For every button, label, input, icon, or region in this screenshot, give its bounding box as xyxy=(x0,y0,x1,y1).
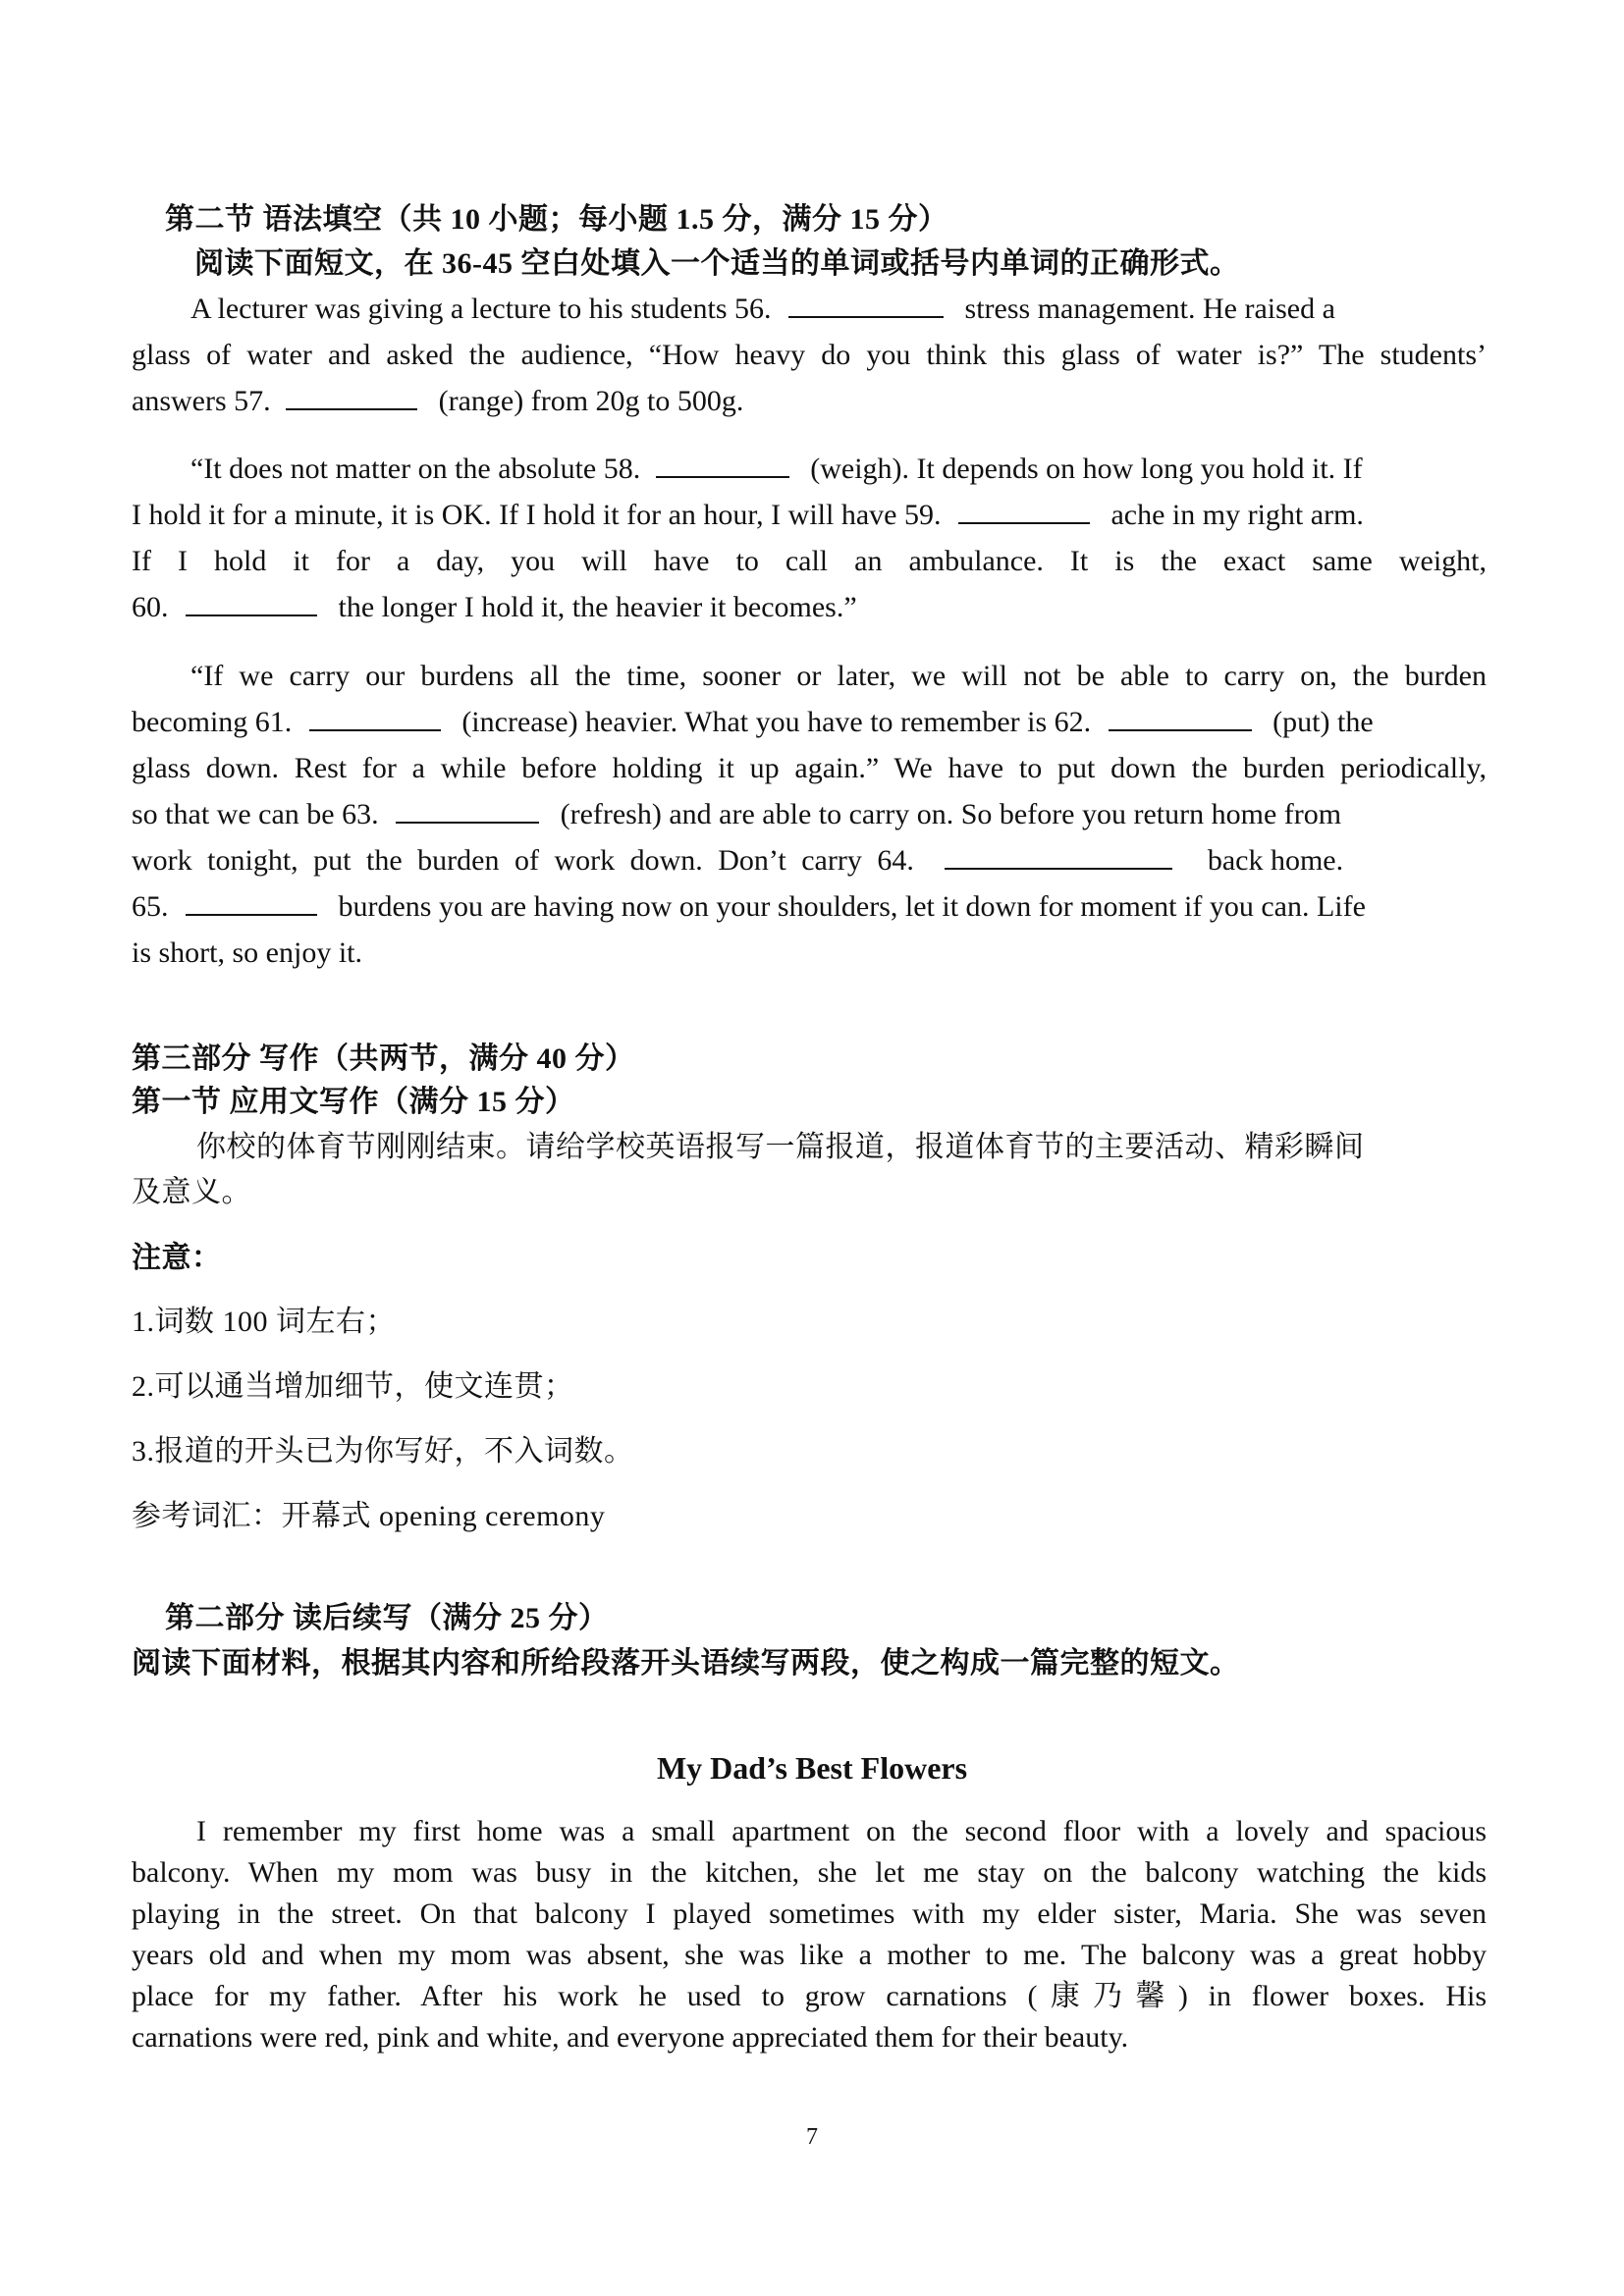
text-line: glass of water and asked the audience, “How heavy do you think this glass of water is?” The students’ xyxy=(132,339,1487,371)
text-line xyxy=(132,383,743,420)
text-line xyxy=(132,842,1343,880)
story-line: carnations were red, pink and white, and everyone appreciated them for their beauty. xyxy=(132,2021,1129,2054)
text-segment: answers 57. xyxy=(132,385,271,417)
text-segment: “It does not matter on the absolute 58. xyxy=(190,453,641,485)
text-line xyxy=(132,497,1364,534)
notes-label: 注意： xyxy=(132,1242,222,1274)
story-line: I remember my first home was a small apartment on the second floor with a lovely and spacious xyxy=(196,1815,1487,1847)
story-line: playing in the street. On that balcony I played sometimes with my elder sister, Maria. She was seven xyxy=(132,1897,1487,1930)
answer-blank[interactable] xyxy=(286,383,417,410)
text-segment: (weigh). It depends on how long you hold it. If xyxy=(810,453,1363,485)
story-line: years old and when my mom was absent, she was like a mother to me. The balcony was a great hobby xyxy=(132,1939,1487,1971)
text-segment: 65. xyxy=(132,890,169,923)
text-segment: burdens you are having now on your shoulders, let it down for moment if you can. Life xyxy=(338,890,1366,923)
part-heading: 第三部分 写作（共两节，满分 40 分） xyxy=(132,1042,635,1075)
text-segment: work tonight, put the burden of work down. Don’t carry 64. xyxy=(132,844,914,877)
answer-blank[interactable] xyxy=(1109,704,1252,731)
text-line xyxy=(132,888,1366,926)
section-instruction: 阅读下面短文，在 36-45 空白处填入一个适当的单词或括号内单词的正确形式。 xyxy=(194,247,1240,280)
answer-blank[interactable] xyxy=(945,842,1172,870)
text-segment: stress management. He raised a xyxy=(964,293,1335,325)
reference-vocab: 参考词汇：开幕式 opening ceremony xyxy=(132,1500,606,1532)
answer-blank[interactable] xyxy=(656,451,789,478)
part-heading: 第二部分 读后续写（满分 25 分） xyxy=(165,1602,609,1634)
text-segment: ache in my right arm. xyxy=(1110,499,1364,531)
text-line xyxy=(190,451,1363,488)
text-line: glass down. Rest for a while before holding it up again.” We have to put down the burden periodically, xyxy=(132,752,1487,784)
text-segment: so that we can be 63. xyxy=(132,798,379,830)
text-segment: the longer I hold it, the heavier it becomes.” xyxy=(338,591,857,623)
text-segment: A lecturer was giving a lecture to his students 56. xyxy=(190,293,772,325)
note-item: 2.可以通当增加细节，使文连贯； xyxy=(132,1370,574,1403)
text-segment: becoming 61. xyxy=(132,706,293,738)
text-segment: (refresh) and are able to carry on. So before you return home from xyxy=(560,798,1342,830)
answer-blank[interactable] xyxy=(309,704,441,731)
story-title: My Dad’s Best Flowers xyxy=(656,1750,968,1786)
text-segment: (range) from 20g to 500g. xyxy=(438,385,744,417)
text-line xyxy=(132,704,1374,741)
note-item: 1.词数 100 词左右； xyxy=(132,1306,396,1338)
answer-blank[interactable] xyxy=(958,497,1090,524)
page-number: 7 xyxy=(806,2124,818,2150)
text-line xyxy=(132,589,857,626)
text-segment: 60. xyxy=(132,591,169,623)
note-item: 3.报道的开头已为你写好，不入词数。 xyxy=(132,1435,634,1468)
writing-prompt: 你校的体育节刚刚结束。请给学校英语报写一篇报道，报道体育节的主要活动、精彩瞬间 xyxy=(196,1131,1365,1163)
answer-blank[interactable] xyxy=(788,291,944,318)
text-line: is short, so enjoy it. xyxy=(132,936,363,969)
section-heading: 第二节 语法填空（共 10 小题；每小题 1.5 分，满分 15 分） xyxy=(165,203,948,236)
text-segment: (put) the xyxy=(1272,706,1374,738)
text-line xyxy=(132,796,1341,833)
text-segment: back home. xyxy=(1207,844,1344,877)
story-line: balcony. When my mom was busy in the kitchen, she let me stay on the balcony watching the kids xyxy=(132,1856,1487,1889)
text-line xyxy=(190,291,1335,328)
text-line: If I hold it for a day, you will have to call an ambulance. It is the exact same weight, xyxy=(132,545,1487,577)
text-segment: (increase) heavier. What you have to remember is 62. xyxy=(461,706,1092,738)
text-segment: I hold it for a minute, it is OK. If I hold it for an hour, I will have 59. xyxy=(132,499,942,531)
sub-heading: 第一节 应用文写作（满分 15 分） xyxy=(132,1086,575,1118)
part-instruction: 阅读下面材料，根据其内容和所给段落开头语续写两段，使之构成一篇完整的短文。 xyxy=(132,1647,1240,1680)
text-line: “If we carry our burdens all the time, sooner or later, we will not be able to carry on, the burden xyxy=(190,660,1487,692)
answer-blank[interactable] xyxy=(396,796,539,824)
answer-blank[interactable] xyxy=(186,888,317,916)
answer-blank[interactable] xyxy=(186,589,317,616)
writing-prompt-cont: 及意义。 xyxy=(132,1176,251,1208)
story-line: place for my father. After his work he used to grow carnations (康乃馨) in flower boxes. His xyxy=(132,1980,1487,2012)
